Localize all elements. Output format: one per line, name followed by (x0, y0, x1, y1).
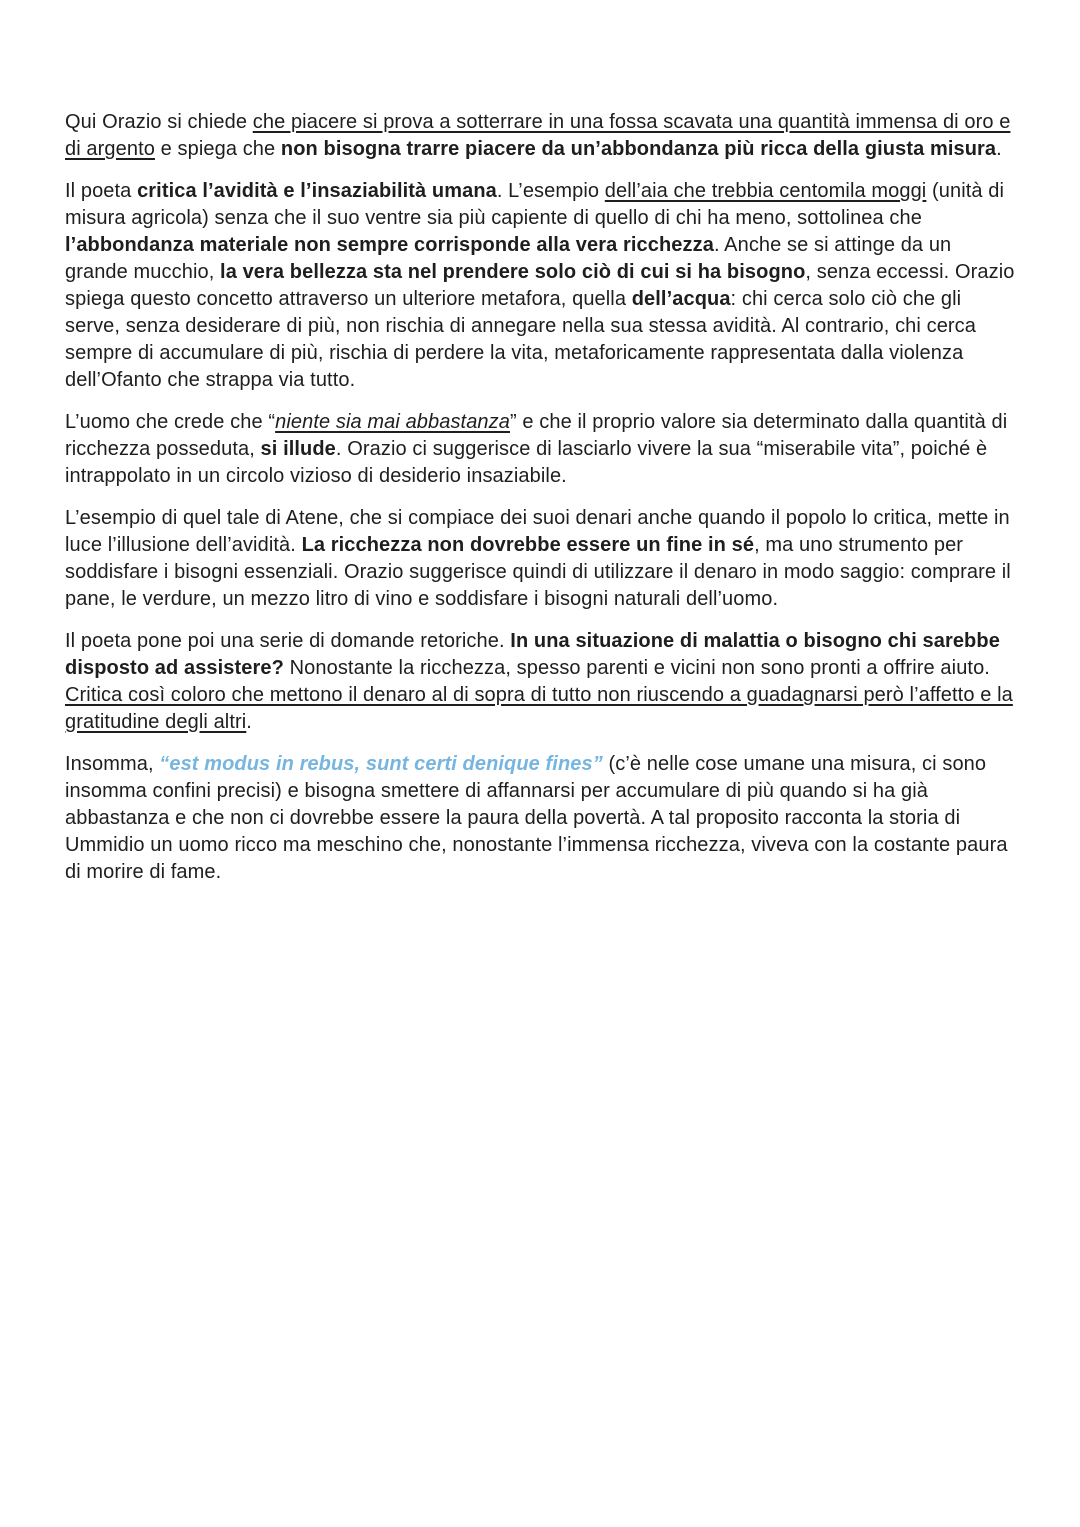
text-run: . (246, 711, 252, 733)
text-run: niente sia mai abbastanza (275, 411, 510, 433)
text-run: . L’esempio (496, 180, 605, 202)
text-run: Critica così coloro che mettono il denaro al di sopra di tutto non riuscendo a guadagnarsi però l’affetto e la gratitudine degli altri (65, 684, 1013, 733)
text-run: ” e che il proprio valore sia determinato dalla quantità di ricchezza posseduta, (65, 411, 1008, 460)
paragraph (65, 628, 1018, 736)
text-run: , senza eccessi. Orazio spiega questo concetto attraverso un ulteriore metafora, quella (65, 261, 1015, 310)
text-run: non bisogna trarre piacere da un’abbondanza più ricca della giusta misura (280, 138, 997, 160)
text-run: , ma uno strumento per soddisfare i bisogni essenziali. Orazio suggerisce quindi di utilizzare il denaro in modo saggio: comprare il pane, le verdure, un mezzo litro di vino e soddisfare i bisogni naturali dell’uomo. (65, 534, 1011, 610)
text-run: . (996, 138, 1002, 160)
text-run: “est modus in rebus, sunt certi denique fines” (159, 753, 603, 775)
paragraph (65, 409, 1018, 490)
text-run: la vera bellezza sta nel prendere solo ciò di cui si ha bisogno (220, 261, 806, 283)
text-run: Nonostante la ricchezza, spesso parenti e vicini non sono pronti a offrire aiuto. (283, 657, 990, 679)
text-run: l’abbondanza materiale non sempre corrisponde alla vera ricchezza (65, 234, 714, 256)
text-run: L’esempio di quel tale di Atene, che si compiace dei suoi denari anche quando il popolo lo critica, mette in luce l’illusione dell’avidità. (65, 507, 1010, 556)
text-run: Il poeta (65, 180, 138, 202)
text-run: L’uomo che crede che “ (65, 411, 276, 433)
paragraph (65, 751, 1018, 886)
text-run: che piacere si prova a sotterrare in una fossa scavata una quantità immensa di oro e di argento (65, 111, 1011, 160)
text-run: si illude (260, 438, 336, 460)
paragraph (65, 178, 1018, 394)
text-run: dell’aia che trebbia centomila moggi (604, 180, 927, 202)
text-run: Qui Orazio si chiede (65, 111, 253, 133)
text-run: (c’è nelle cose umane una misura, ci sono insomma confini precisi) e bisogna smettere di affannarsi per accumulare di più quando si ha già abbastanza e che non ci dovrebbe essere la paura della povertà. A tal proposito racconta la storia di Ummidio un uomo ricco ma meschino che, nonostante l’immensa ricchezza, viveva con la costante paura di morire di fame. (65, 753, 1008, 883)
text-run: Il poeta pone poi una serie di domande retoriche. (65, 630, 511, 652)
text-run: e spiega che (154, 138, 281, 160)
text-run: . Anche se si attinge da un grande mucchio, (65, 234, 952, 283)
text-run: critica l’avidità e l’insaziabilità umana (137, 180, 497, 202)
text-run: (unità di misura agricola) senza che il suo ventre sia più capiente di quello di chi ha meno, sottolinea che (65, 180, 1005, 229)
text-run: . Orazio ci suggerisce di lasciarlo vivere la sua “miserabile vita”, poiché è intrappolato in un circolo vizioso di desiderio insaziabile. (65, 438, 988, 487)
text-run: : chi cerca solo ciò che gli serve, senza desiderare di più, non rischia di annegare nella sua stessa avidità. Al contrario, chi cerca sempre di accumulare di più, rischia di perdere la vita, metaforicamente rappresentata dalla violenza dell’Ofanto che strappa via tutto. (65, 288, 976, 391)
text-run: dell’acqua (631, 288, 731, 310)
paragraph (65, 109, 1018, 163)
text-run: Insomma, (65, 753, 160, 775)
text-run: La ricchezza non dovrebbe essere un fine in sé (301, 534, 755, 556)
paragraph (65, 505, 1018, 613)
text-run: In una situazione di malattia o bisogno chi sarebbe disposto ad assistere? (65, 630, 1000, 679)
